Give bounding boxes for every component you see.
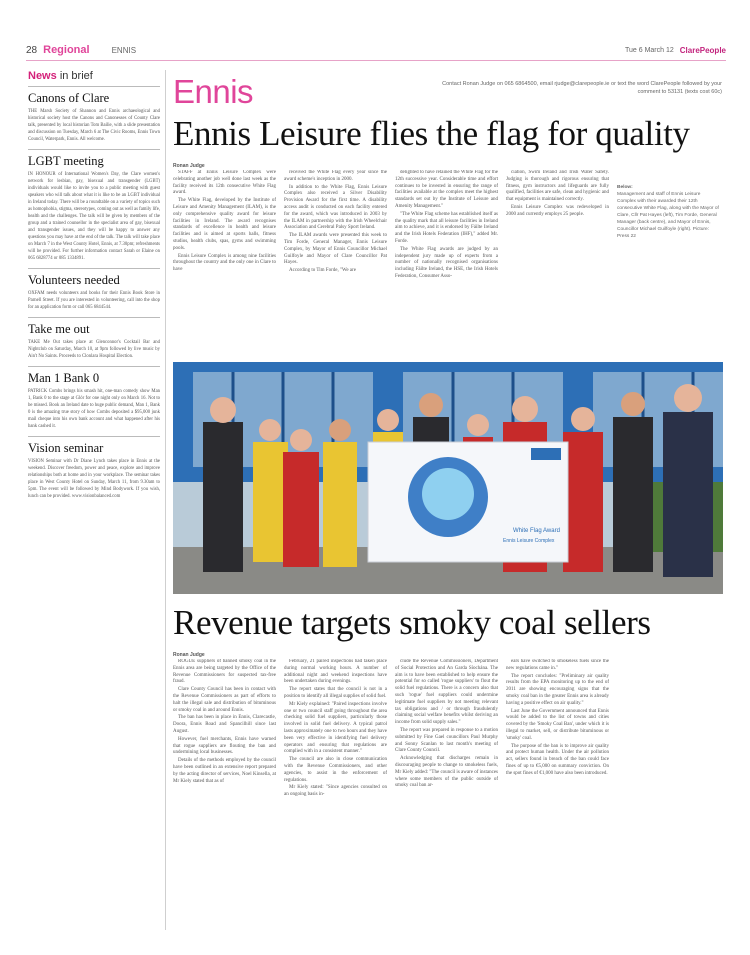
paragraph: The White Flag, developed by the Institute of Leisure and Amenity Management (ILAM), is the only comprehensive quality award for leisure facilities in Ireland. The award recognises standards of excellence in health and leisure facilities and is aimed at sports halls, fitness studios, health clubs, spas, gyms and swimming pools. — [173, 198, 276, 251]
paragraph: received the White Flag every year since the award scheme's inception in 2000. — [284, 170, 387, 182]
brief-body: PATRICK Combs brings his smash hit, one-man comedy show Man 1, Bank 0 to the stage at Glór for one night only on March 16. Not to be missed. Book an Ireland date to huge public demand, Man 1, Bank 0 is the amazing true story of how Combs deposited a $95,000 junk mail cheque into his own bank account and what happened after his bank cashed it. — [28, 389, 160, 429]
brief-item — [28, 149, 160, 262]
brief-body: TAKE Me Out takes place at Glenconnor's Cocktail Bar and Nightclub on Saturday, March 10, at 9pm followed by live music by Ain't No Saints. Proceeds to Clonlara Hospital Election. — [28, 340, 160, 359]
paragraph: The White Flag awards are judged by an independent jury made up of experts from a number of nationally recognised organisations including Fáilte Ireland, the HSE, the Irish Hotels Federation, Consumer Asso- — [395, 246, 498, 279]
story2-body — [173, 659, 725, 924]
page-title: Ennis — [173, 73, 254, 110]
brief-body: THE Marsh Society of Shannon and Ennis archaeological and historical society host the Canons and Canonesses of County Clare talk, presented by local historian Tom Bailie, with a slide presentation and discussion on Tuesday, March 6 at The Civic Rooms, Ennis Town Council, Waterpark, Ennis. All welcome. — [28, 109, 160, 142]
paragraph: Clare County Council has been in contact with the Revenue Commissioners as part of efforts to halt the illegal sale and distribution of bituminous or smoky coal in and around Ennis. — [173, 687, 276, 713]
paragraph: The ban has been in place in Ennis, Clarecastle, Doora, Ennis Road and Spancilhill since last August. — [173, 715, 276, 734]
paragraph: Last June the Government announced that Ennis would be added to the list of towns and cities covered by the 'Smoky Coal Ban', under which it is illegal to market, sell, or distribute bituminous or 'smoky' coal. — [506, 708, 609, 741]
story2-headline: Revenue targets smoky coal sellers — [173, 603, 651, 642]
flag-title: White Flag Award — [513, 528, 560, 534]
brand-logo: ClarePeople — [679, 45, 726, 55]
brief-title: Man 1 Bank 0 — [28, 366, 160, 386]
paragraph: Acknowledging that discharges remain in discouraging people to change to smokeless fuels, Mr Kiely added: "The council is aware of instances where some members of the public outside of smoky coal ban ar- — [395, 756, 498, 789]
paragraph: "The White Flag scheme has established itself as the quality mark that all leisure facilities in Ireland aim to achieve, and it is endorsed by Fáilte Ireland and the Irish Hotels Federation (IHF)," added Mr. Forde. — [395, 211, 498, 244]
brief-item — [28, 86, 160, 143]
paragraph: Ennis Leisure Complex was redeveloped in 2000 and currently employs 25 people. — [506, 204, 609, 217]
flag-subtitle: Ennis Leisure Complex — [503, 538, 555, 544]
brief-body: IN HONOUR of International Women's Day, the Clare women's network for lesbian, gay, bisexual and transgender (LGBT) individuals would like to invite you to a public meeting with guest speakers who will talk about what it is like to be an LGBT individual in Ireland today. There will be a roundtable on a variety of topics such as homophobia, stigma, stereotypes, coming out as well as family life, health and the challenges. The talk will be given by members of the group and a trained counsellor in the specialist area of gay, bisexual and transgender issues, and they will be happy to answer any questions you may have at the end of the talk. The talk will take place on March 7 in the West County Hotel, Ennis, at 7.30pm; refreshments will be provided. For further information contact Sarah or Elaine on 065 6828774 or 085 1334891. — [28, 172, 160, 261]
paragraph: In addition to the White Flag, Ennis Leisure Complex also received a Silver Disability Provision Award for the first time. A disability access audit is conducted on each facility entered for the award, which was introduced in 2003 by the ILAM in partnership with the Irish Wheelchair Association and Cerebral Palsy Sport Ireland. — [284, 184, 387, 231]
paragraph: Ennis Leisure Complex is among nine facilities throughout the country and the only one in Clare to have — [173, 253, 276, 273]
paragraph: Details of the methods employed by the council have been outlined in an extensive report prepared by the acting director of services, Noel Kinsella, at Mr Kiely stated that as of — [173, 758, 276, 784]
paragraph: The purpose of the ban is to improve air quality and protect human health. Under the air pollution act, sellers found in breach of the ban could face fines of up to €5,000 on summary conviction. On the spot fines of €1,000 have also been introduced. — [506, 743, 609, 776]
brief-body: OXFAM needs volunteers and books for their Ennis Book Store in Parnell Street. If you are interested in volunteering, call into the shop for an application form or call 065 6844544. — [28, 291, 160, 310]
paragraph: delighted to have retained the White Flag for the 12th successive year. Considerable time and effort continues to be invested in ensuring the range of facilities available at the complex meet the highest standards set out by the Institute of Leisure and Amenity Management." — [395, 170, 498, 209]
paragraph: However, fuel merchants, Ennis have warned that rogue suppliers are flouting the ban and undermining local businesses. — [173, 736, 276, 756]
contact-box: Contact Ronan Judge on 065 6864500, email rjudge@clarepeople.ie or text the word ClarePeople followed by your comment to 53131 (texts cost 60c) — [442, 81, 722, 95]
caption-text: Management and staff of Ennis Leisure Complex with their awarded their 12th consecutive White Flag, along with the Mayor of Clare, Cllr Pat Hayes (left), Tim Forde, General Manager (back centre), and Mayor of Ennis, Councillor Michael Guilfoyle (right). Picture: Press 22 — [617, 192, 719, 239]
paragraph: Mr Kiely explained: "Paired inspections involve one or two council staff going throughout the area checking solid fuel suppliers, particularly those involved in solid fuel delivery. A typical patrol lasts approximately one to two hours and they have been very effective in identifying fuel delivery operators and ensuring that regulations are complied with in a consistent manner." — [284, 701, 387, 755]
text-column — [395, 170, 498, 358]
text-column — [395, 659, 498, 924]
brief-item — [28, 366, 160, 430]
text-column — [173, 659, 276, 924]
photo-caption — [617, 184, 720, 240]
brief-item — [28, 436, 160, 500]
header-divider — [26, 60, 726, 61]
paragraph: ears have switched to smokeless fuels since the new regulations came in." — [506, 659, 609, 671]
news-in-brief-column — [28, 70, 160, 930]
brief-item — [28, 317, 160, 360]
text-column — [617, 659, 720, 924]
text-column — [284, 659, 387, 924]
issue-date: Tue 6 March 12 — [624, 46, 674, 54]
area-label: ENNIS — [111, 45, 137, 55]
story1-byline: Ronan Judge — [173, 163, 205, 169]
paragraph: According to Tim Forde, "We are — [289, 268, 356, 274]
paragraph: The report states that the council is not in a position to identify all illegal supplies of solid fuel. — [284, 687, 387, 699]
text-column — [506, 659, 609, 924]
paragraph: ciation, Swim Ireland and Irish Water Safety. Judging is thorough and rigorous ensuring that fitness, gym instructors and lifeguards are fully qualified, facilities are safe, clean and hygienic and that equipment is maintained correctly. — [506, 170, 609, 203]
paragraph: The report concludes: "Preliminary air quality results from the EPA monitoring up to the end of 2011 are showing encouraging signs that the smoky coal ban in the greater Ennis area is already having a positive effect on air quality." — [506, 673, 609, 706]
paragraph: The report was prepared in response to a motion submitted by Fine Gael councillors Paul Murphy and Sonny Scanlan to last month's meeting of Clare County Council. — [395, 727, 498, 754]
brief-item — [28, 268, 160, 311]
brief-title: Vision seminar — [28, 436, 160, 456]
text-column — [173, 170, 276, 358]
story1-headline: Ennis Leisure flies the flag for quality — [173, 114, 690, 153]
brief-title: Volunteers needed — [28, 268, 160, 288]
paragraph: The council are also in close communication with the Revenue Commissioners, and other agencies, to assist in the enforcement of regulations. — [284, 757, 387, 783]
paragraph: clude the Revenue Commissioners, Department of Social Protection and An Garda Síochána. The aim is to have been established to help ensure the potential for so called 'rogue suppliers' to flout the solid fuel regulations. There is a concern also that such 'rogue' fuel suppliers could undermine legitimate fuel suppliers by not meeting relevant tax obligations and / or through fraudulently claiming social welfare benefits whilst deriving an income from solid supply sales." — [395, 659, 498, 726]
paragraph: STAFF at Ennis Leisure Complex were celebrating another job well done last week as the facility received its 12th consecutive White Flag award. — [173, 170, 276, 196]
group-photo — [173, 362, 723, 594]
text-column — [506, 170, 609, 358]
text-column — [284, 170, 387, 358]
page-number: 28 — [26, 44, 38, 56]
brief-title: Take me out — [28, 317, 160, 337]
column-divider — [165, 70, 166, 930]
caption-label: Below: — [617, 185, 633, 190]
page-header — [26, 40, 726, 60]
story2-byline: Ronan Judge — [173, 652, 205, 658]
brief-title: LGBT meeting — [28, 149, 160, 169]
paragraph: The ILAM awards were presented this week to Tim Forde, General Manager, Ennis Leisure Complex, by Mayor of Ennis Councillor Michael Guilfoyle and Mayor of Clare Councillor Pat Hayes. — [284, 233, 387, 266]
brief-title: Canons of Clare — [28, 86, 160, 106]
paragraph: ROGUE suppliers of banned smoky coal in the Ennis area are being targeted by the Office of the Revenue Commissioners for suspected tax-free fraud. — [173, 659, 276, 685]
story1-body — [173, 170, 725, 358]
brief-body: VISION Seminar with Dr Diane Lynch takes place in Ennis at the weekend. Discover freedom, power and peace, explore and improve relationships both at home and in your workplace. The seminar takes place in West County Hotel on Sunday, March 11, from 9.30am to 5pm. The event will be followed by Mind Bodywork. If you wish, lunch can be provided. www.visionbalanced.com — [28, 459, 160, 499]
section-label: Regional — [43, 44, 90, 56]
paragraph: February, 21 paired inspections had taken place during normal working hours. A number of additional night and weekend inspections have been undertaken during evenings. — [284, 659, 387, 685]
text-column — [617, 170, 720, 358]
paragraph: Mr Kiely stated: "Since agencies consulted on an ongoing basis in- — [284, 785, 387, 798]
brief-list — [28, 86, 160, 500]
news-in-brief-heading: News in brief — [28, 70, 93, 82]
